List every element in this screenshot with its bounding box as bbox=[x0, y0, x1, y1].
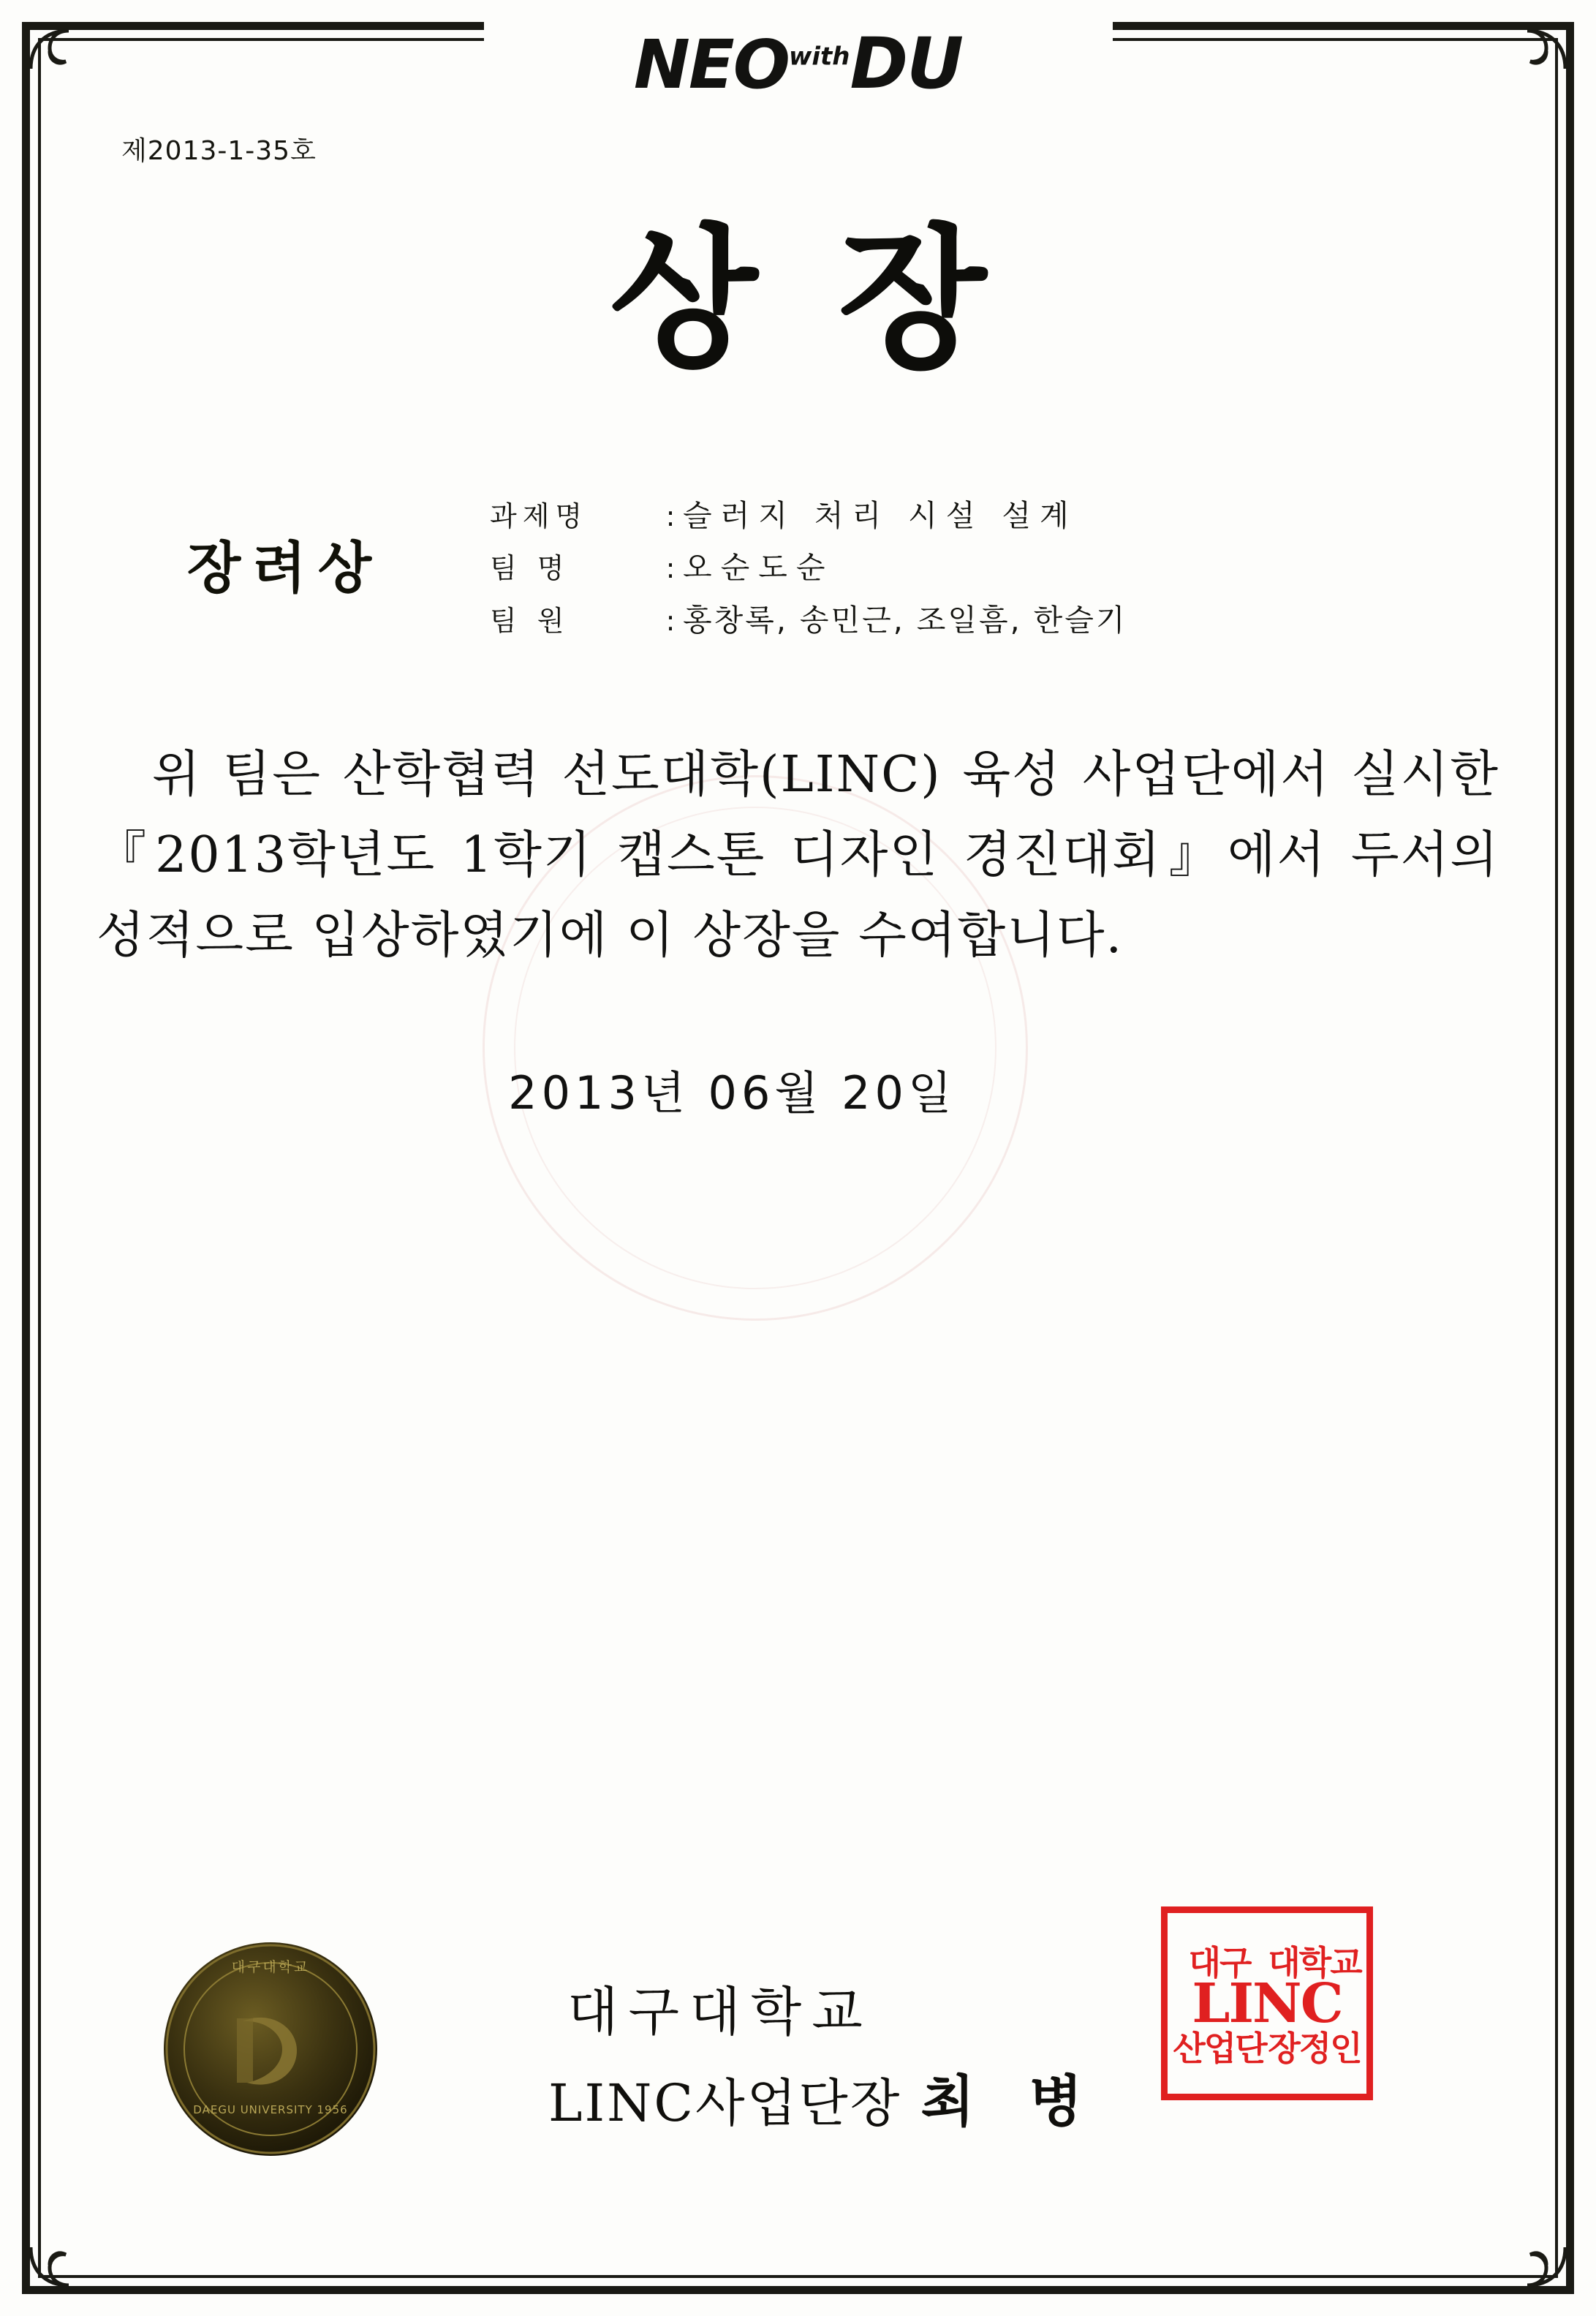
signature-block bbox=[80, 1903, 1516, 2181]
page-title: 상장 bbox=[609, 208, 1067, 389]
certificate-content bbox=[80, 110, 1516, 2247]
stamp-linc-text: LINC bbox=[1192, 1972, 1342, 2035]
citation-body bbox=[80, 735, 1516, 976]
meta-colon: : bbox=[665, 499, 676, 532]
svg-text:DAEGU UNIVERSITY 1956: DAEGU UNIVERSITY 1956 bbox=[193, 2103, 348, 2116]
meta-label-team-name: 팀 명 bbox=[490, 552, 570, 585]
stamp-char-1: 대구 bbox=[1188, 1942, 1251, 1983]
project-meta-list bbox=[490, 483, 1516, 647]
citation-text: 위 팀은 산학협력 선도대학(LINC) 육성 사업단에서 실시한 『2013학년도 1학기 캡스톤 디자인 경진대회』에서 두서의 성적으로 입상하였기에 이 상장을 수여합니다. bbox=[97, 745, 1499, 965]
award-date: 2013년 06월 20일 bbox=[508, 1066, 956, 1120]
meta-colon: : bbox=[665, 552, 676, 585]
meta-colon: : bbox=[665, 605, 676, 637]
signature-organization: 대구대학교 bbox=[567, 1981, 873, 2042]
official-red-stamp bbox=[1161, 1906, 1373, 2100]
meta-row-team-name bbox=[490, 542, 1516, 595]
meta-label-project: 과제명 bbox=[490, 499, 589, 532]
meta-label-team-members: 팀 원 bbox=[490, 605, 570, 637]
serial-number: 제2013-1-35호 bbox=[121, 136, 317, 166]
logo-with-text: with bbox=[788, 42, 850, 72]
meta-value-project: 슬러지 처리 시설 설계 bbox=[683, 497, 1078, 533]
brand-logo bbox=[0, 0, 1596, 110]
meta-value-team-name: 오순도순 bbox=[683, 550, 834, 586]
signature-name: 최 병 bbox=[920, 2069, 1100, 2134]
stamp-char-3: 산업단 bbox=[1173, 2029, 1266, 2069]
logo-neo-text: NEO bbox=[633, 26, 789, 104]
signature-role: LINC사업단장 bbox=[548, 2073, 902, 2133]
meta-row-project bbox=[490, 490, 1516, 543]
award-name: 장려상 bbox=[186, 535, 384, 600]
stamp-char-4: 장정인 bbox=[1268, 2029, 1361, 2069]
meta-row-team-members bbox=[490, 595, 1516, 647]
award-row bbox=[80, 483, 1516, 647]
meta-value-team-members: 홍창록, 송민근, 조일흠, 한슬기 bbox=[683, 603, 1127, 638]
signature-text bbox=[548, 1969, 1100, 2137]
embossed-seal-icon bbox=[161, 1939, 380, 2159]
stamp-char-2: 대학교 bbox=[1268, 1942, 1361, 1983]
svg-text:대구대학교: 대구대학교 bbox=[231, 1959, 310, 1975]
logo-du-text: DU bbox=[850, 23, 963, 105]
